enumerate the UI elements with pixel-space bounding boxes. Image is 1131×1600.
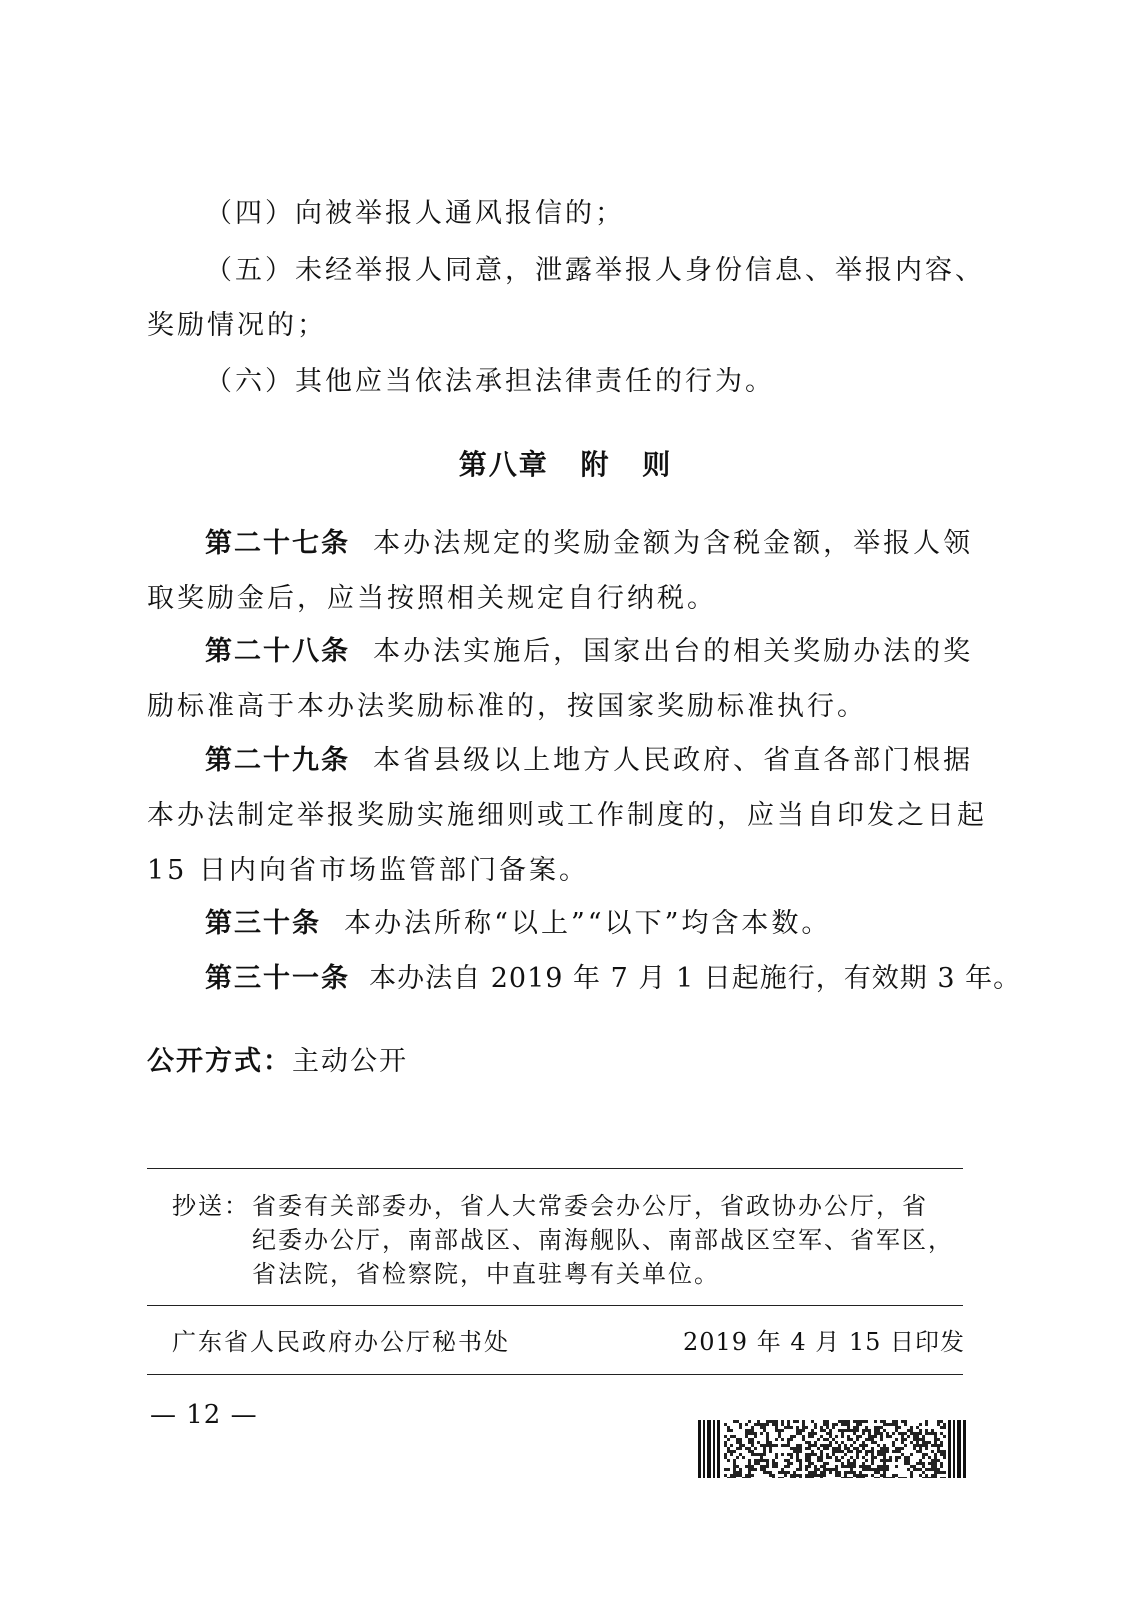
article-28-line1 [205, 638, 973, 665]
item-4: （四）向被举报人通风报信的； [205, 198, 625, 229]
article-27-line2: 取奖励金后，应当按照相关规定自行纳税。 [147, 583, 717, 614]
item-5-line2: 奖励情况的； [147, 310, 327, 341]
article-30-line1 [205, 910, 831, 937]
issuer-name: 广东省人民政府办公厅秘书处 [172, 1328, 510, 1356]
disclosure [147, 1048, 408, 1075]
cc-line2: 纪委办公厅，南部战区、南海舰队、南部战区空军、省军区， [252, 1226, 954, 1254]
article-29-line1 [205, 747, 973, 774]
cc-label: 抄送： [172, 1192, 250, 1220]
issuer-bottom-rule [147, 1374, 963, 1375]
article-28-line2: 励标准高于本办法奖励标准的，按国家奖励标准执行。 [147, 691, 867, 722]
article-31-text1: 本办法自 2019 年 7 月 1 日起施行，有效期 3 年。 [369, 963, 1022, 994]
cc-top-rule [147, 1168, 963, 1169]
chapter-heading [0, 443, 1131, 483]
disclosure-label: 公开方式： [147, 1046, 292, 1077]
item-5-line1: （五）未经举报人同意，泄露举报人身份信息、举报内容、 [205, 255, 985, 286]
issue-date: 2019 年 4 月 15 日印发 [683, 1328, 966, 1356]
article-27-title: 第二十七条 [205, 528, 350, 559]
article-30-title: 第三十条 [205, 908, 321, 939]
cc-bottom-rule [147, 1305, 963, 1306]
disclosure-value: 主动公开 [292, 1046, 408, 1077]
article-28-text1: 本办法实施后，国家出台的相关奖励办法的奖 [373, 636, 974, 667]
page-number: — 12 — [150, 1400, 258, 1430]
article-31-title: 第三十一条 [205, 963, 350, 994]
chapter-number: 第八章 [458, 448, 549, 481]
article-29-text1: 本省县级以上地方人民政府、省直各部门根据 [373, 745, 974, 776]
chapter-title-2: 则 [642, 448, 673, 481]
cc-line3: 省法院，省检察院，中直驻粤有关单位。 [252, 1260, 720, 1288]
article-28-title: 第二十八条 [205, 636, 350, 667]
chapter-title-1: 附 [580, 448, 611, 481]
article-31-line1 [205, 965, 1021, 992]
article-27-text1: 本办法规定的奖励金额为含税金额，举报人领 [373, 528, 974, 559]
barcode-icon [698, 1420, 966, 1478]
article-29-line2: 本办法制定举报奖励实施细则或工作制度的，应当自印发之日起 [147, 800, 987, 831]
article-27-line1 [205, 530, 973, 557]
item-6: （六）其他应当依法承担法律责任的行为。 [205, 366, 775, 397]
article-30-text1: 本办法所称“以上”“以下”均含本数。 [344, 908, 832, 939]
article-29-title: 第二十九条 [205, 745, 350, 776]
article-29-line3: 15 日内向省市场监管部门备案。 [147, 855, 589, 886]
cc-line1: 省委有关部委办，省人大常委会办公厅，省政协办公厅，省 [252, 1192, 928, 1220]
